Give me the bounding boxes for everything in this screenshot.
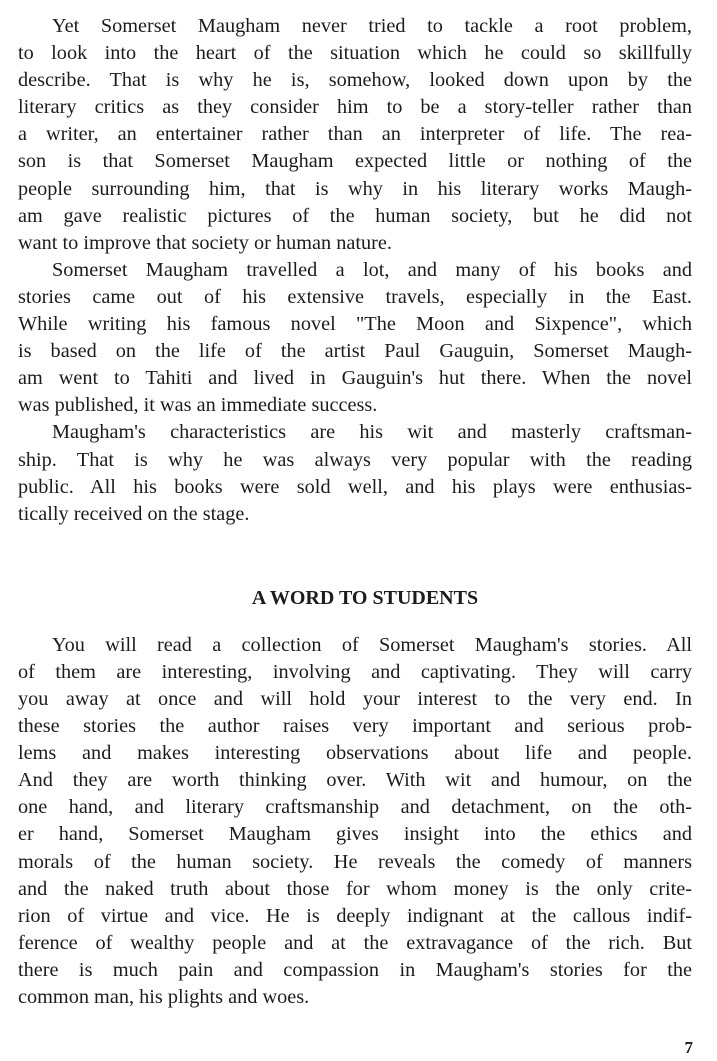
section-heading: A WORD TO STUDENTS <box>251 586 479 609</box>
text-line: literary critics as they consider him to be a story-teller rather than <box>18 96 692 119</box>
text-line: am gave realistic pictures of the human society, but he did not <box>18 204 692 227</box>
text-line: Maugham's characteristics are his wit and masterly craftsman- <box>52 421 692 444</box>
text-line: want to improve that society or human nature. <box>18 231 392 254</box>
text-line: is based on the life of the artist Paul Gauguin, Somerset Maugh- <box>18 340 692 363</box>
text-line: you away at once and will hold your interest to the very end. In <box>18 687 692 710</box>
text-line: Somerset Maugham travelled a lot, and many of his books and <box>52 258 692 281</box>
paragraph-1 <box>18 13 692 257</box>
text-line: er hand, Somerset Maugham gives insight into the ethics and <box>18 823 692 846</box>
text-line: tically received on the stage. <box>18 502 250 525</box>
paragraph-4 <box>18 632 692 1011</box>
page-number: 7 <box>684 1038 693 1057</box>
text-line: of them are interesting, involving and captivating. They will carry <box>18 660 692 683</box>
text-line: to look into the heart of the situation which he could so skillfully <box>18 42 692 65</box>
text-line: common man, his plights and woes. <box>18 986 310 1008</box>
text-line: ference of wealthy people and at the extravagance of the rich. But <box>18 931 692 954</box>
text-line: and the naked truth about those for whom money is the only crite- <box>18 877 692 900</box>
text-line: lems and makes interesting observations about life and people. <box>18 742 692 765</box>
text-line: Yet Somerset Maugham never tried to tackle a root problem, <box>52 15 692 37</box>
text-line: And they are worth thinking over. With wit and humour, on the <box>18 769 692 792</box>
text-line: You will read a collection of Somerset Maugham's stories. All <box>52 633 692 656</box>
text-line: there is much pain and compassion in Maugham's stories for the <box>18 958 692 981</box>
paragraph-3 <box>18 419 692 527</box>
text-line: stories came out of his extensive travels, especially in the East. <box>18 285 692 308</box>
text-line: While writing his famous novel "The Moon and Sixpence", which <box>18 313 692 336</box>
text-line: son is that Somerset Maugham expected little or nothing of the <box>18 150 692 173</box>
text-line: these stories the author raises very important and serious prob- <box>18 715 692 738</box>
text-line: am went to Tahiti and lived in Gauguin's hut there. When the novel <box>18 367 692 390</box>
text-line: morals of the human society. He reveals the comedy of manners <box>18 850 692 873</box>
text-line: rion of virtue and vice. He is deeply indignant at the callous indif- <box>18 904 692 927</box>
text-line: public. All his books were sold well, and his plays were enthusias- <box>18 475 692 498</box>
text-line: was published, it was an immediate success. <box>18 394 378 417</box>
text-line: a writer, an entertainer rather than an interpreter of life. The rea- <box>18 123 692 146</box>
text-line: ship. That is why he was always very popular with the reading <box>18 448 692 471</box>
page-body <box>18 13 692 1011</box>
text-line: describe. That is why he is, somehow, looked down upon by the <box>18 69 692 92</box>
text-line: one hand, and literary craftsmanship and detachment, on the oth- <box>18 796 692 819</box>
text-line: people surrounding him, that is why in his literary works Maugh- <box>18 177 692 200</box>
paragraph-2 <box>18 257 692 420</box>
